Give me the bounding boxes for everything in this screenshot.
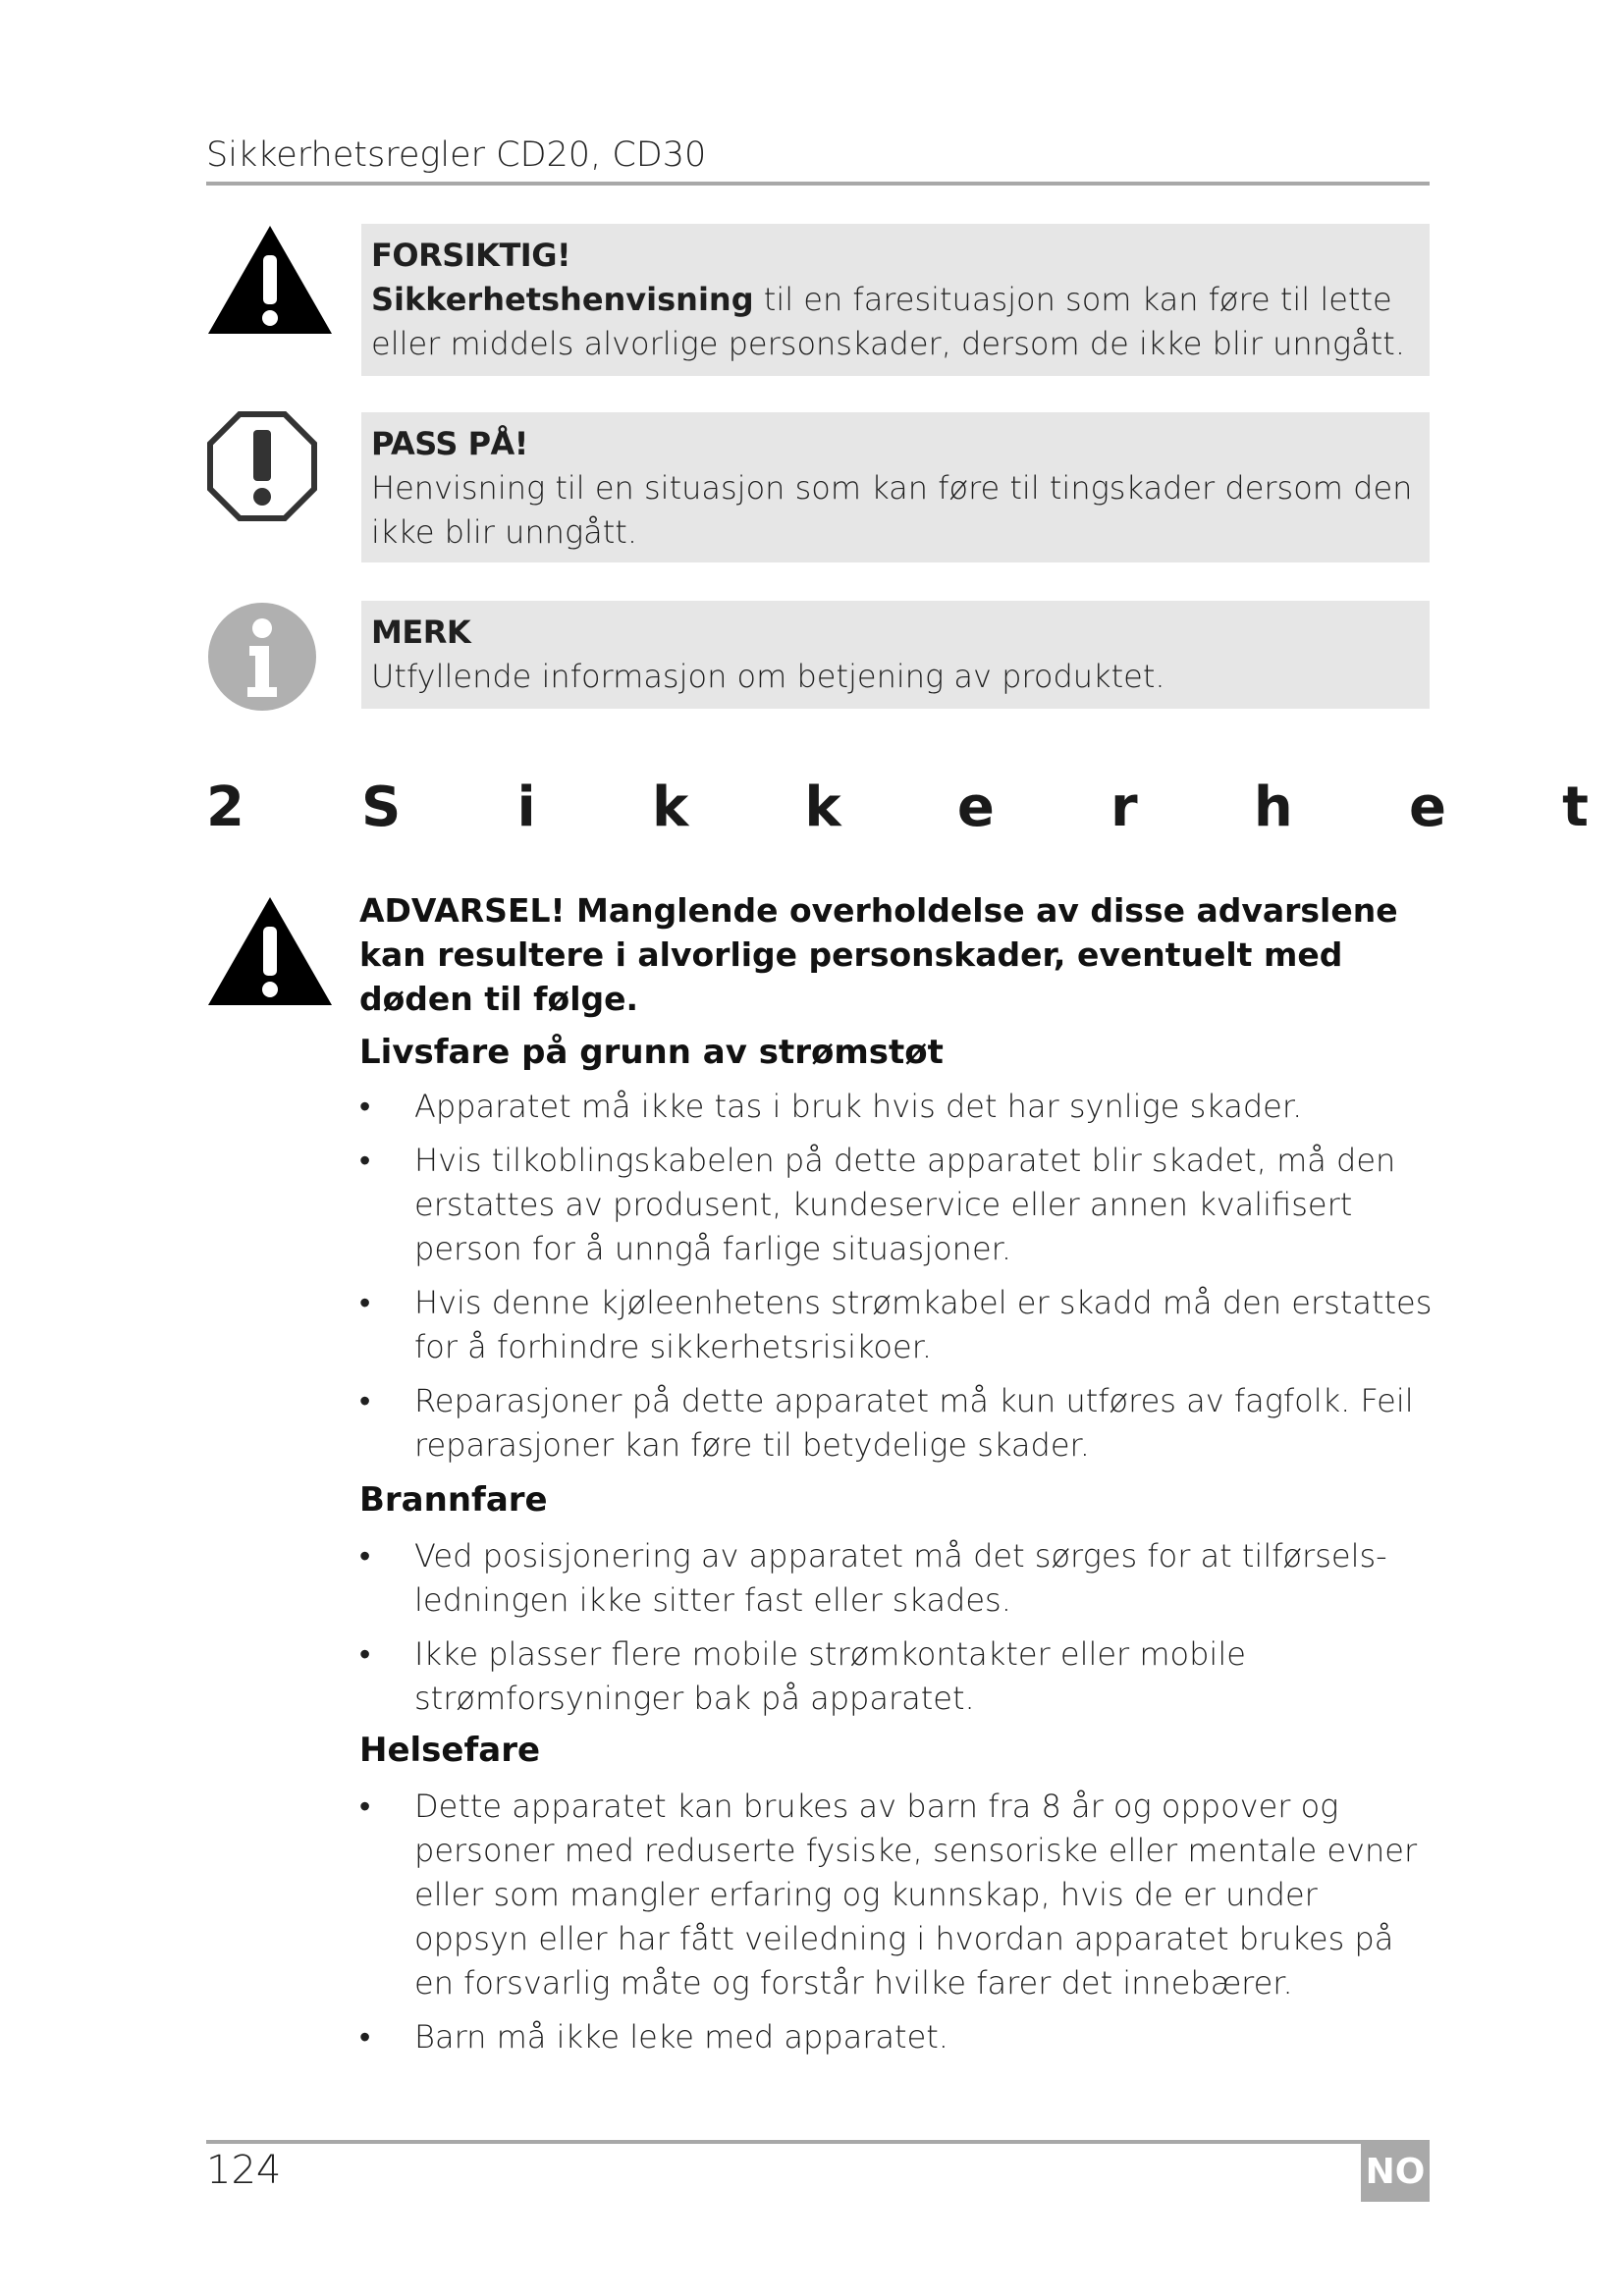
notice-note-title: MERK — [371, 614, 471, 651]
list-item-text: Ikke plasser flere mobile strømkontakter eller mobile strømforsyninger bak på apparatet. — [414, 1635, 1246, 1717]
notice-caution-body: til en faresituasjon som kan føre til lette eller middels alvorlige personskader, dersom de ikke blir unngått. — [371, 281, 1405, 362]
bullet: • — [359, 1088, 371, 1125]
warning-triangle-icon — [206, 895, 334, 1008]
list-item-text: Barn må ikke leke med apparatet. — [414, 2018, 948, 2056]
section-title-letter: S — [361, 775, 402, 839]
section-title-letter: e — [956, 775, 995, 839]
notice-octagon-icon — [206, 410, 318, 522]
list-item-text: Reparasjoner på dette apparatet må kun utføres av fagfolk. Feil reparasjoner kan føre til betydelige skader. — [414, 1382, 1414, 1464]
section-number: 2 — [206, 775, 244, 839]
header-divider — [206, 182, 1430, 186]
group-list-health — [359, 1785, 1435, 2069]
bullet: • — [359, 1537, 371, 1575]
notice-caution-title: FORSIKTIG! — [371, 237, 571, 274]
list-item — [359, 1085, 1435, 1129]
notice-caution — [361, 224, 1430, 376]
group-list-fire — [359, 1534, 1435, 1731]
group-heading-fire: Brannfare — [359, 1480, 548, 1520]
info-circle-icon — [206, 601, 318, 713]
bullet: • — [359, 2018, 371, 2056]
section-title-letter: t — [1562, 775, 1589, 839]
bullet: • — [359, 1382, 371, 1419]
notice-attention — [361, 412, 1430, 562]
list-item — [359, 1632, 1435, 1721]
bullet: • — [359, 1788, 371, 1825]
list-item-text: Ved posisjonering av apparatet må det sørges for at tilførsels-ledningen ikke sitter fast eller skades. — [414, 1537, 1387, 1619]
section-title-letter: k — [651, 775, 689, 839]
caution-triangle-icon — [206, 224, 334, 337]
bullet: • — [359, 1142, 371, 1179]
section-title-letter: k — [804, 775, 841, 839]
language-badge: NO — [1361, 2141, 1430, 2202]
section-title-letter: i — [516, 775, 536, 839]
bullet: • — [359, 1284, 371, 1321]
notice-note-text: Utfyllende informasjon om betjening av produktet. — [371, 658, 1165, 695]
group-list-electric-shock — [359, 1085, 1435, 1477]
notice-note — [361, 601, 1430, 709]
list-item — [359, 1139, 1435, 1271]
list-item — [359, 1785, 1435, 2005]
section-title — [361, 775, 1589, 839]
footer-divider — [206, 2140, 1430, 2144]
section-title-letter: r — [1110, 775, 1138, 839]
notice-attention-title: PASS PÅ! — [371, 425, 528, 462]
notice-caution-text — [371, 281, 1405, 362]
group-heading-health: Helsefare — [359, 1731, 541, 1770]
list-item — [359, 2015, 1435, 2059]
page-header-title: Sikkerhetsregler CD20, CD30 — [206, 135, 707, 175]
list-item-text: Apparatet må ikke tas i bruk hvis det har synlige skader. — [414, 1088, 1303, 1125]
section-title-letter: e — [1408, 775, 1446, 839]
list-item-text: Hvis denne kjøleenhetens strømkabel er skadd må den erstattes for å forhindre sikkerhetsrisikoer. — [414, 1284, 1433, 1365]
notice-caution-lead: Sikkerhetshenvisning — [371, 281, 754, 318]
list-item — [359, 1534, 1435, 1623]
list-item — [359, 1379, 1435, 1468]
bullet: • — [359, 1635, 371, 1673]
list-item-text: Hvis tilkoblingskabelen på dette apparatet blir skadet, må den erstattes av produsent, kundeservice eller annen kvalifisert person for å unngå farlige situasjoner. — [414, 1142, 1396, 1267]
notice-attention-text: Henvisning til en situasjon som kan føre til tingskader dersom den ikke blir unngått. — [371, 469, 1413, 551]
list-item-text: Dette apparatet kan brukes av barn fra 8 år og oppover og personer med reduserte fysiske, sensoriske eller mentale evner eller som mangler erfaring og kunnskap, hvis de er under oppsyn eller har fått veiledning i hvordan apparatet brukes på en forsvarlig måte og forstår hvilke farer det innebærer. — [414, 1788, 1418, 2002]
list-item — [359, 1281, 1435, 1369]
warning-text: ADVARSEL! Manglende overholdelse av disse advarslene kan resultere i alvorlige personskader, eventuelt med døden til følge. — [359, 891, 1398, 1018]
section-title-letter: h — [1253, 775, 1293, 839]
page-number: 124 — [206, 2148, 282, 2193]
group-heading-electric-shock: Livsfare på grunn av strømstøt — [359, 1033, 944, 1072]
